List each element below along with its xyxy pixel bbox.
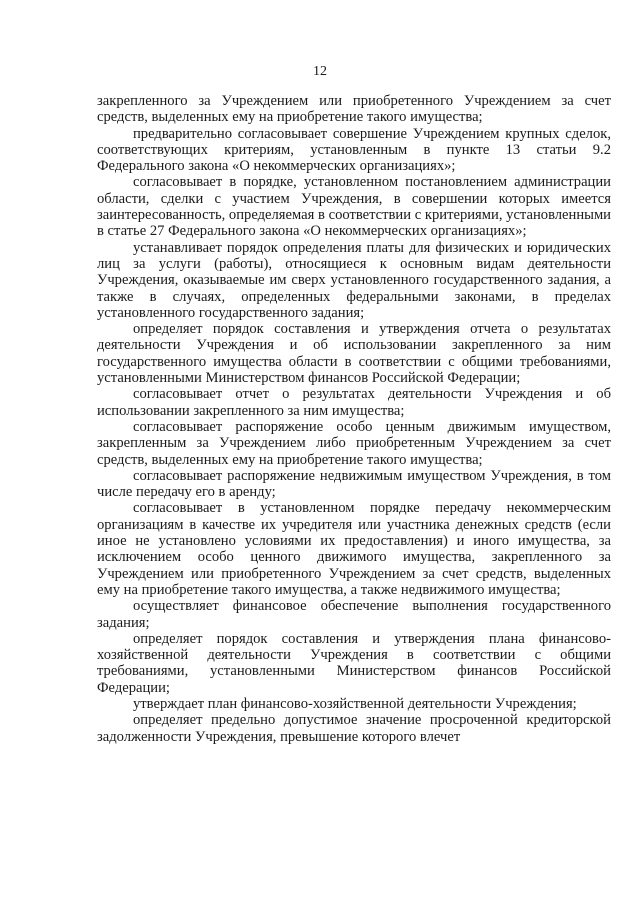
paragraph: согласовывает отчет о результатах деятельности Учреждения и об использовании закрепленного за ним имущества; xyxy=(97,386,611,419)
paragraph: определяет порядок составления и утверждения отчета о результатах деятельности Учреждения и об использовании закрепленного за ним государственного имущества области в соответствии с общими требованиями, установленными Министерством финансов Российской Федерации; xyxy=(97,321,611,387)
paragraph: закрепленного за Учреждением или приобретенного Учреждением за счет средств, выделенных ему на приобретение такого имущества; xyxy=(97,93,611,126)
paragraph: предварительно согласовывает совершение Учреждением крупных сделок, соответствующих критериям, установленным в пункте 13 статьи 9.2 Федерального закона «О некоммерческих организациях»; xyxy=(97,125,611,175)
paragraph: согласовывает распоряжение особо ценным движимым имуществом, закрепленным за Учреждением либо приобретенным Учреждением за счет средств, выделенных ему на приобретение такого имущества; xyxy=(97,418,611,468)
paragraph: утверждает план финансово-хозяйственной деятельности Учреждения; xyxy=(133,695,577,712)
paragraph: согласовывает распоряжение недвижимым имуществом Учреждения, в том числе передачу его в аренду; xyxy=(97,467,611,501)
paragraph: осуществляет финансовое обеспечение выполнения государственного задания; xyxy=(97,598,611,631)
paragraph: устанавливает порядок определения платы для физических и юридических лиц за услуги (работы), относящиеся к основным видам деятельности Учреждения, оказываемые им сверх установленного государственного задания, а также в случаях, определенных федеральными законами, в пределах установленного государственного задания; xyxy=(97,239,611,321)
page-number: 12 xyxy=(313,64,327,79)
document-body xyxy=(97,93,611,745)
paragraph: определяет предельно допустимое значение просроченной кредиторской задолженности Учреждения, превышение которого влечет xyxy=(97,712,611,745)
paragraph: согласовывает в порядке, установленном постановлением администрации области, сделки с участием Учреждения, в совершении которых имеется заинтересованность, определяемая в соответствии с критериями, установленными в статье 27 Федерального закона «О некоммерческих организациях»; xyxy=(97,174,611,240)
paragraph: согласовывает в установленном порядке передачу некоммерческим организациям в качестве их учредителя или участника денежных средств (если иное не установлено условиями их предоставления) и иного имущества, за исключением особо ценного движимого имущества, закрепленного за Учреждением или приобретенного Учреждением за счет средств, выделенных ему на приобретение такого имущества, а также недвижимого имущества; xyxy=(97,500,611,598)
paragraph: определяет порядок составления и утверждения плана финансово-хозяйственной деятельности Учреждения в соответствии с общими требованиями, установленными Министерством финансов Российской Федерации; xyxy=(97,630,611,696)
